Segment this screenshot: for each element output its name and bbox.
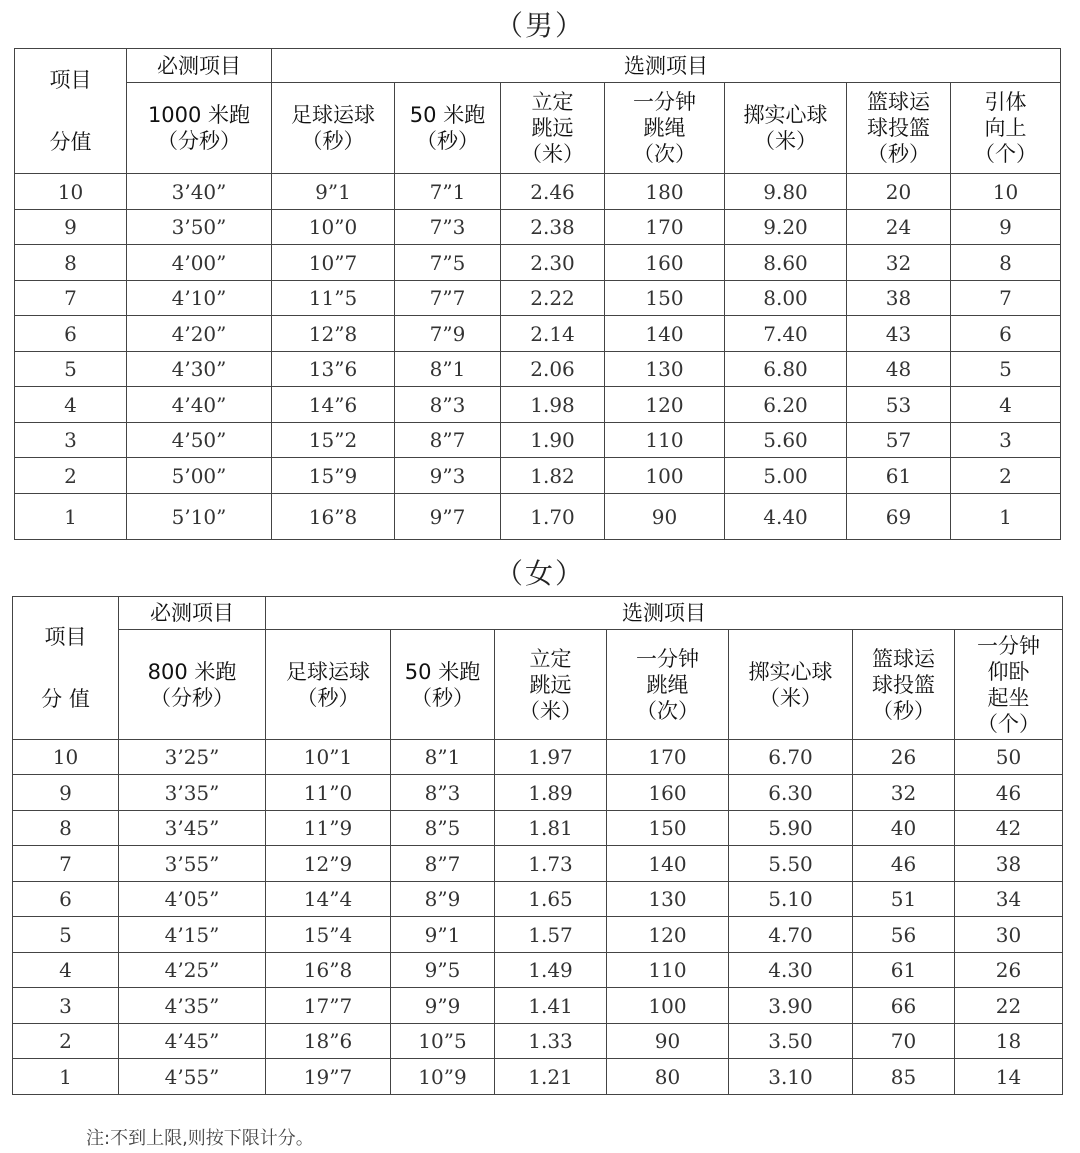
corner-item-label: 项目 <box>49 68 92 92</box>
value-cell: 24 <box>847 210 951 245</box>
table-row <box>13 811 1063 846</box>
table-row <box>15 458 1061 494</box>
score-cell: 7 <box>15 281 127 316</box>
value-cell: 6 <box>951 316 1061 352</box>
value-cell: 1.90 <box>501 423 605 458</box>
score-cell: 9 <box>15 210 127 245</box>
value-cell: 7.40 <box>725 316 847 352</box>
value-cell: 9”9 <box>391 988 495 1024</box>
value-cell: 1.57 <box>495 917 607 953</box>
score-cell: 3 <box>15 423 127 458</box>
value-cell: 48 <box>847 352 951 387</box>
value-cell: 69 <box>847 494 951 540</box>
column-header: 足球运球 （秒） <box>272 83 395 174</box>
value-cell: 150 <box>605 281 725 316</box>
value-cell: 8”7 <box>391 846 495 882</box>
value-cell: 140 <box>607 846 729 882</box>
value-cell: 34 <box>955 882 1063 917</box>
value-cell: 3’55” <box>119 846 266 882</box>
value-cell: 4’25” <box>119 953 266 988</box>
value-cell: 1.49 <box>495 953 607 988</box>
value-cell: 4’50” <box>127 423 272 458</box>
value-cell: 26 <box>955 953 1063 988</box>
value-cell: 7 <box>951 281 1061 316</box>
column-header: 一分钟 仰卧 起坐 （个） <box>955 630 1063 740</box>
value-cell: 3’45” <box>119 811 266 846</box>
score-cell: 6 <box>13 882 119 917</box>
value-cell: 38 <box>847 281 951 316</box>
value-cell: 6.80 <box>725 352 847 387</box>
value-cell: 7”7 <box>395 281 501 316</box>
table-row <box>13 988 1063 1024</box>
table-row <box>15 281 1061 316</box>
value-cell: 8”7 <box>395 423 501 458</box>
value-cell: 4’55” <box>119 1059 266 1095</box>
value-cell: 3’40” <box>127 174 272 210</box>
table-row <box>15 352 1061 387</box>
value-cell: 11”9 <box>266 811 391 846</box>
optional-group-header: 选测项目 <box>266 597 1063 630</box>
value-cell: 32 <box>847 245 951 281</box>
value-cell: 4.40 <box>725 494 847 540</box>
value-cell: 10”0 <box>272 210 395 245</box>
value-cell: 61 <box>853 953 955 988</box>
female-table-title: （女） <box>494 557 585 590</box>
value-cell: 8.00 <box>725 281 847 316</box>
value-cell: 130 <box>605 352 725 387</box>
value-cell: 110 <box>607 953 729 988</box>
value-cell: 9”7 <box>395 494 501 540</box>
value-cell: 4’00” <box>127 245 272 281</box>
table-row <box>13 1059 1063 1095</box>
value-cell: 2 <box>951 458 1061 494</box>
value-cell: 2.14 <box>501 316 605 352</box>
value-cell: 3 <box>951 423 1061 458</box>
value-cell: 66 <box>853 988 955 1024</box>
value-cell: 5’10” <box>127 494 272 540</box>
value-cell: 160 <box>605 245 725 281</box>
value-cell: 16”8 <box>266 953 391 988</box>
value-cell: 9”3 <box>395 458 501 494</box>
column-header: 篮球运 球投篮 （秒） <box>853 630 955 740</box>
value-cell: 5 <box>951 352 1061 387</box>
value-cell: 4’05” <box>119 882 266 917</box>
table-row <box>13 740 1063 775</box>
value-cell: 4’20” <box>127 316 272 352</box>
footnote: 注:不到上限,则按下限计分。 <box>86 1128 314 1149</box>
column-header: 立定 跳远 （米） <box>495 630 607 740</box>
score-cell: 1 <box>13 1059 119 1095</box>
table-row <box>15 494 1061 540</box>
score-cell: 2 <box>13 1024 119 1059</box>
value-cell: 1.65 <box>495 882 607 917</box>
value-cell: 4’45” <box>119 1024 266 1059</box>
value-cell: 4’30” <box>127 352 272 387</box>
header-group-row <box>15 49 1061 83</box>
corner-header <box>13 597 119 740</box>
value-cell: 17”7 <box>266 988 391 1024</box>
value-cell: 2.22 <box>501 281 605 316</box>
score-cell: 5 <box>15 352 127 387</box>
value-cell: 4 <box>951 387 1061 423</box>
value-cell: 3.90 <box>729 988 853 1024</box>
column-header: 一分钟 跳绳 （次） <box>607 630 729 740</box>
value-cell: 9.20 <box>725 210 847 245</box>
value-cell: 2.38 <box>501 210 605 245</box>
value-cell: 16”8 <box>272 494 395 540</box>
value-cell: 14”4 <box>266 882 391 917</box>
value-cell: 70 <box>853 1024 955 1059</box>
table-row <box>13 846 1063 882</box>
value-cell: 11”5 <box>272 281 395 316</box>
corner-header <box>15 49 127 174</box>
value-cell: 10”1 <box>266 740 391 775</box>
value-cell: 51 <box>853 882 955 917</box>
score-cell: 1 <box>15 494 127 540</box>
value-cell: 2.30 <box>501 245 605 281</box>
score-cell: 8 <box>13 811 119 846</box>
column-header: 篮球运 球投篮 （秒） <box>847 83 951 174</box>
header-row <box>15 83 1061 174</box>
corner-score-label: 分值 <box>49 130 92 154</box>
value-cell: 3.10 <box>729 1059 853 1095</box>
value-cell: 1.70 <box>501 494 605 540</box>
column-header: 立定 跳远 （米） <box>501 83 605 174</box>
value-cell: 1.81 <box>495 811 607 846</box>
value-cell: 1.73 <box>495 846 607 882</box>
value-cell: 15”9 <box>272 458 395 494</box>
value-cell: 5.90 <box>729 811 853 846</box>
column-header: 800 米跑 （分秒） <box>119 630 266 740</box>
table-row <box>13 775 1063 811</box>
value-cell: 10”7 <box>272 245 395 281</box>
value-cell: 120 <box>607 917 729 953</box>
value-cell: 7”9 <box>395 316 501 352</box>
value-cell: 2.06 <box>501 352 605 387</box>
value-cell: 7”5 <box>395 245 501 281</box>
value-cell: 8”3 <box>395 387 501 423</box>
value-cell: 5.60 <box>725 423 847 458</box>
value-cell: 120 <box>605 387 725 423</box>
column-header: 50 米跑 （秒） <box>395 83 501 174</box>
male-score-table <box>14 48 1061 540</box>
female-score-table <box>12 596 1063 1095</box>
table-row <box>15 210 1061 245</box>
score-cell: 3 <box>13 988 119 1024</box>
value-cell: 13”6 <box>272 352 395 387</box>
value-cell: 5.50 <box>729 846 853 882</box>
value-cell: 9”1 <box>391 917 495 953</box>
value-cell: 61 <box>847 458 951 494</box>
value-cell: 15”2 <box>272 423 395 458</box>
value-cell: 10”9 <box>391 1059 495 1095</box>
value-cell: 5.00 <box>725 458 847 494</box>
value-cell: 4.70 <box>729 917 853 953</box>
value-cell: 32 <box>853 775 955 811</box>
column-header: 50 米跑 （秒） <box>391 630 495 740</box>
value-cell: 100 <box>607 988 729 1024</box>
value-cell: 14”6 <box>272 387 395 423</box>
score-cell: 5 <box>13 917 119 953</box>
value-cell: 10 <box>951 174 1061 210</box>
value-cell: 20 <box>847 174 951 210</box>
column-header: 足球运球 （秒） <box>266 630 391 740</box>
column-header: 掷实心球 （米） <box>725 83 847 174</box>
value-cell: 10”5 <box>391 1024 495 1059</box>
table-row <box>13 1024 1063 1059</box>
required-group-header: 必测项目 <box>119 597 266 630</box>
value-cell: 8.60 <box>725 245 847 281</box>
value-cell: 6.70 <box>729 740 853 775</box>
value-cell: 42 <box>955 811 1063 846</box>
column-header: 一分钟 跳绳 （次） <box>605 83 725 174</box>
value-cell: 9 <box>951 210 1061 245</box>
table-row <box>15 387 1061 423</box>
value-cell: 8”3 <box>391 775 495 811</box>
value-cell: 1.98 <box>501 387 605 423</box>
value-cell: 46 <box>853 846 955 882</box>
score-cell: 10 <box>13 740 119 775</box>
value-cell: 8”9 <box>391 882 495 917</box>
required-group-header: 必测项目 <box>127 49 272 83</box>
value-cell: 19”7 <box>266 1059 391 1095</box>
column-header: 掷实心球 （米） <box>729 630 853 740</box>
value-cell: 4.30 <box>729 953 853 988</box>
value-cell: 3’25” <box>119 740 266 775</box>
value-cell: 3.50 <box>729 1024 853 1059</box>
score-cell: 4 <box>13 953 119 988</box>
value-cell: 57 <box>847 423 951 458</box>
value-cell: 56 <box>853 917 955 953</box>
value-cell: 12”8 <box>272 316 395 352</box>
table-row <box>15 245 1061 281</box>
column-header: 引体 向上 （个） <box>951 83 1061 174</box>
value-cell: 130 <box>607 882 729 917</box>
value-cell: 85 <box>853 1059 955 1095</box>
value-cell: 7”1 <box>395 174 501 210</box>
value-cell: 18 <box>955 1024 1063 1059</box>
value-cell: 43 <box>847 316 951 352</box>
value-cell: 26 <box>853 740 955 775</box>
corner-score-label: 分 值 <box>41 687 90 711</box>
value-cell: 1.41 <box>495 988 607 1024</box>
table-row <box>13 882 1063 917</box>
value-cell: 170 <box>607 740 729 775</box>
value-cell: 8 <box>951 245 1061 281</box>
optional-group-header: 选测项目 <box>272 49 1061 83</box>
value-cell: 6.30 <box>729 775 853 811</box>
value-cell: 110 <box>605 423 725 458</box>
value-cell: 22 <box>955 988 1063 1024</box>
value-cell: 18”6 <box>266 1024 391 1059</box>
value-cell: 38 <box>955 846 1063 882</box>
value-cell: 9”1 <box>272 174 395 210</box>
score-cell: 2 <box>15 458 127 494</box>
value-cell: 8”1 <box>391 740 495 775</box>
value-cell: 4’35” <box>119 988 266 1024</box>
value-cell: 170 <box>605 210 725 245</box>
value-cell: 50 <box>955 740 1063 775</box>
value-cell: 1.21 <box>495 1059 607 1095</box>
value-cell: 1.97 <box>495 740 607 775</box>
value-cell: 160 <box>607 775 729 811</box>
score-cell: 8 <box>15 245 127 281</box>
value-cell: 5’00” <box>127 458 272 494</box>
value-cell: 1.82 <box>501 458 605 494</box>
value-cell: 12”9 <box>266 846 391 882</box>
header-group-row <box>13 597 1063 630</box>
column-header: 1000 米跑 （分秒） <box>127 83 272 174</box>
table-row <box>15 174 1061 210</box>
value-cell: 6.20 <box>725 387 847 423</box>
score-cell: 7 <box>13 846 119 882</box>
value-cell: 15”4 <box>266 917 391 953</box>
value-cell: 4’10” <box>127 281 272 316</box>
value-cell: 7”3 <box>395 210 501 245</box>
value-cell: 3’35” <box>119 775 266 811</box>
value-cell: 40 <box>853 811 955 846</box>
value-cell: 140 <box>605 316 725 352</box>
value-cell: 8”5 <box>391 811 495 846</box>
table-row <box>13 917 1063 953</box>
value-cell: 53 <box>847 387 951 423</box>
value-cell: 9.80 <box>725 174 847 210</box>
value-cell: 90 <box>607 1024 729 1059</box>
corner-item-label: 项目 <box>44 625 87 649</box>
value-cell: 3’50” <box>127 210 272 245</box>
value-cell: 80 <box>607 1059 729 1095</box>
score-cell: 4 <box>15 387 127 423</box>
value-cell: 5.10 <box>729 882 853 917</box>
value-cell: 100 <box>605 458 725 494</box>
table-row <box>15 316 1061 352</box>
table-row <box>15 423 1061 458</box>
value-cell: 90 <box>605 494 725 540</box>
score-cell: 9 <box>13 775 119 811</box>
score-cell: 6 <box>15 316 127 352</box>
header-row <box>13 630 1063 740</box>
value-cell: 2.46 <box>501 174 605 210</box>
value-cell: 4’40” <box>127 387 272 423</box>
value-cell: 180 <box>605 174 725 210</box>
value-cell: 8”1 <box>395 352 501 387</box>
value-cell: 1.89 <box>495 775 607 811</box>
value-cell: 1.33 <box>495 1024 607 1059</box>
value-cell: 9”5 <box>391 953 495 988</box>
value-cell: 150 <box>607 811 729 846</box>
value-cell: 11”0 <box>266 775 391 811</box>
table-row <box>13 953 1063 988</box>
value-cell: 1 <box>951 494 1061 540</box>
value-cell: 14 <box>955 1059 1063 1095</box>
value-cell: 46 <box>955 775 1063 811</box>
value-cell: 4’15” <box>119 917 266 953</box>
value-cell: 30 <box>955 917 1063 953</box>
male-table-title: （男） <box>494 9 585 42</box>
score-cell: 10 <box>15 174 127 210</box>
